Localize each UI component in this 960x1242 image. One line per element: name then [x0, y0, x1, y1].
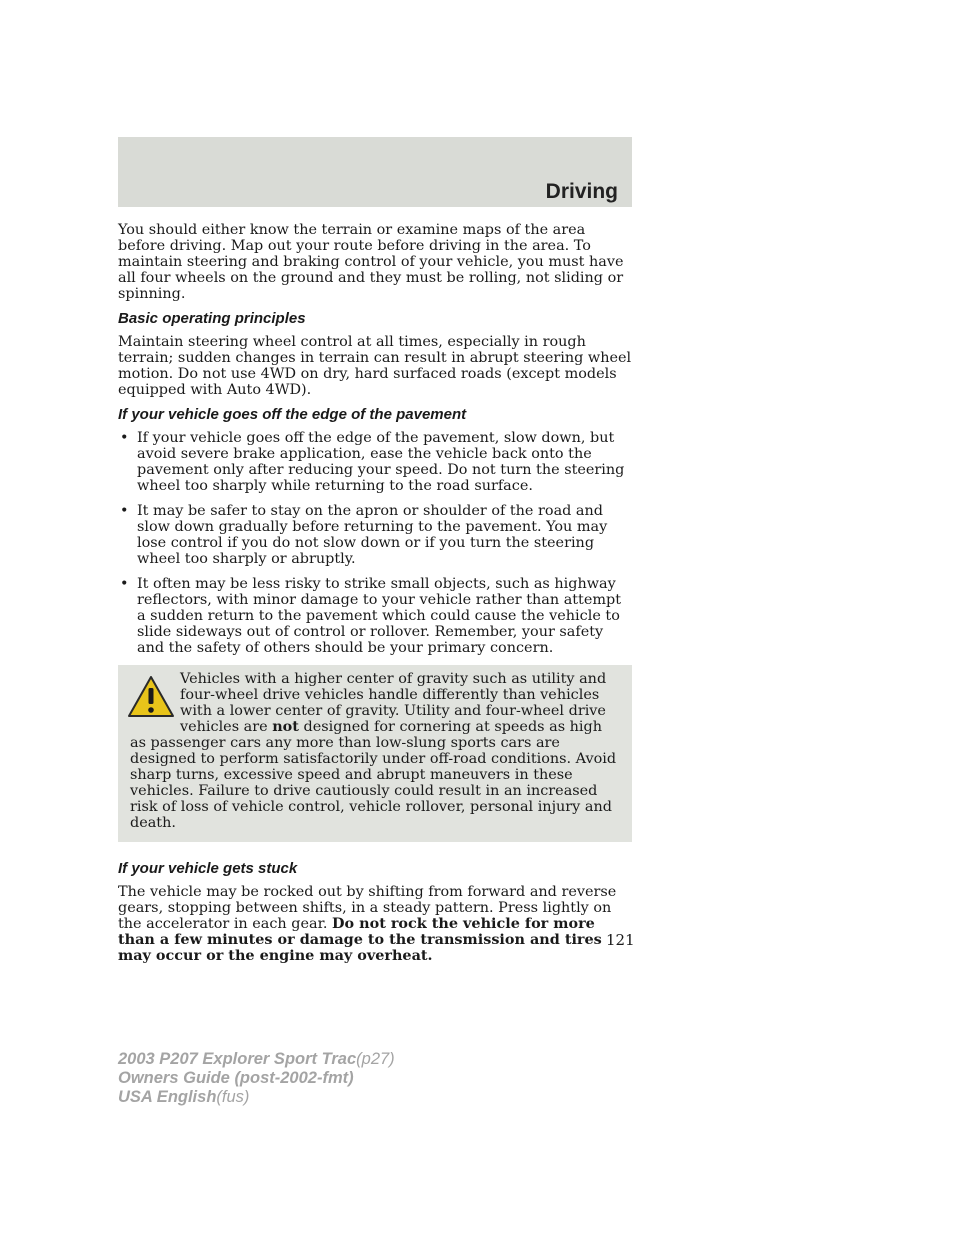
list-item-text: It may be safer to stay on the apron or shoulder of the road and slow down gradually before returning to the pavement. You may lose control if you do not slow down or if you turn the steering wheel too sharply or abruptly.	[137, 503, 608, 567]
bullet-mark: •	[120, 503, 129, 519]
section-header-band	[118, 137, 632, 207]
list-item-text: It often may be less risky to strike small objects, such as highway reflectors, with minor damage to your vehicle rather than attempt a sudden return to the pavement which could cause the vehicle to slide sideways out of control or rollover. Remember, your safety and the safety of others should be your primary concern.	[137, 576, 621, 656]
footer-line-3: USA English(fus)	[118, 1088, 250, 1106]
list-item-text: If your vehicle goes off the edge of the pavement, slow down, but avoid severe brake application, ease the vehicle back onto the pavement only after reducing your speed. Do not turn the steering wheel too sharply while returning to the road surface.	[137, 430, 625, 494]
list-item	[118, 430, 632, 494]
page-content	[118, 222, 632, 972]
intro-paragraph: You should either know the terrain or examine maps of the area before driving. Map out your route before driving in the area. To maintain steering and braking control of your vehicle, you must have all four wheels on the ground and they must be rolling, not sliding or spinning.	[118, 222, 624, 302]
basic-principles-paragraph: Maintain steering wheel control at all times, especially in rough terrain; sudden changes in terrain can result in abrupt steering wheel motion. Do not use 4WD on dry, hard surfaced roads (except models equipped with Auto 4WD).	[118, 334, 632, 398]
stuck-emphasis: Do not rock the vehicle for more than a few minutes or damage to the transmission and tires may occur or the engine may overheat.	[118, 915, 602, 964]
stuck-paragraph: The vehicle may be rocked out by shifting from forward and reverse gears, stopping between shifts, in a steady pattern. Press lightly on the accelerator in each gear. Do not rock the vehicle for more than a few minutes or damage to the transmission and tires may occur or the engine may overheat.	[118, 884, 617, 964]
document-footer	[118, 1050, 395, 1107]
list-item	[118, 576, 632, 656]
stuck-heading: If your vehicle gets stuck	[118, 860, 298, 877]
off-pavement-list	[118, 430, 632, 656]
basic-principles-heading: Basic operating principles	[118, 310, 306, 327]
list-item	[118, 503, 632, 567]
warning-emphasis: not	[272, 718, 299, 735]
bullet-mark: •	[120, 430, 129, 446]
section-title: Driving	[545, 180, 618, 203]
footer-line-1: 2003 P207 Explorer Sport Trac(p27)	[118, 1050, 395, 1068]
page-number: 121	[606, 931, 635, 949]
warning-box	[118, 665, 632, 842]
warning-text: Vehicles with a higher center of gravity such as utility and four-wheel drive vehicles handle differently than vehicles with a lower center of gravity. Utility and four-wheel drive vehicles are not designed for cornering at speeds as high as passenger cars any more than low-slung sports cars are designed to perform satisfactorily under off-road conditions. Avoid sharp turns, excessive speed and abrupt maneuvers in these vehicles. Failure to drive cautiously could result in an increased risk of loss of vehicle control, vehicle rollover, personal injury and death.	[130, 671, 617, 831]
footer-line-2: Owners Guide (post-2002-fmt)	[118, 1069, 354, 1087]
warning-triangle-icon	[126, 673, 176, 721]
off-pavement-heading: If your vehicle goes off the edge of the pavement	[118, 406, 467, 423]
bullet-mark: •	[120, 576, 129, 592]
